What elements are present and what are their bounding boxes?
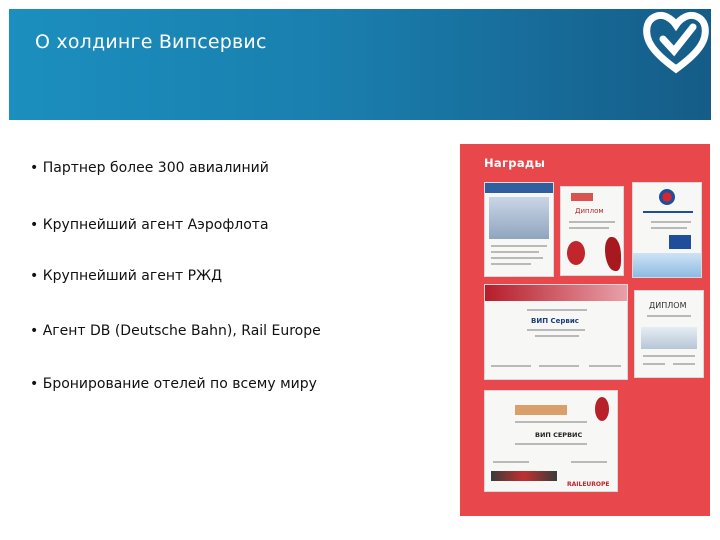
awards-title: Награды — [484, 156, 546, 170]
page-title: О холдинге Випсервис — [35, 31, 267, 53]
bullet-item-aeroflot: • Крупнейший агент Аэрофлота — [30, 217, 269, 233]
certificate-diploma-vip-service: ДИПЛОМ — [634, 290, 704, 378]
certificate-airline-partner: ВИП Сервис — [484, 284, 628, 380]
awards-panel — [460, 144, 710, 516]
certificate-airline-blue — [484, 182, 554, 277]
header-banner — [9, 9, 711, 120]
bullet-item-rzd: • Крупнейший агент РЖД — [30, 268, 223, 284]
certificate-rail-europe: ВИП СЕРВИС RAILEUROPE — [484, 390, 618, 492]
heart-check-logo-icon — [641, 9, 711, 79]
bullet-item-hotels: • Бронирование отелей по всему миру — [30, 376, 317, 392]
bullet-item-airlines: • Партнер более 300 авиалиний — [30, 160, 269, 176]
certificate-diploma-red-ribbon: Диплом — [560, 186, 624, 276]
certificate-korean-air — [632, 182, 702, 278]
bullet-item-db: • Агент DB (Deutsche Bahn), Rail Europe — [30, 323, 321, 339]
